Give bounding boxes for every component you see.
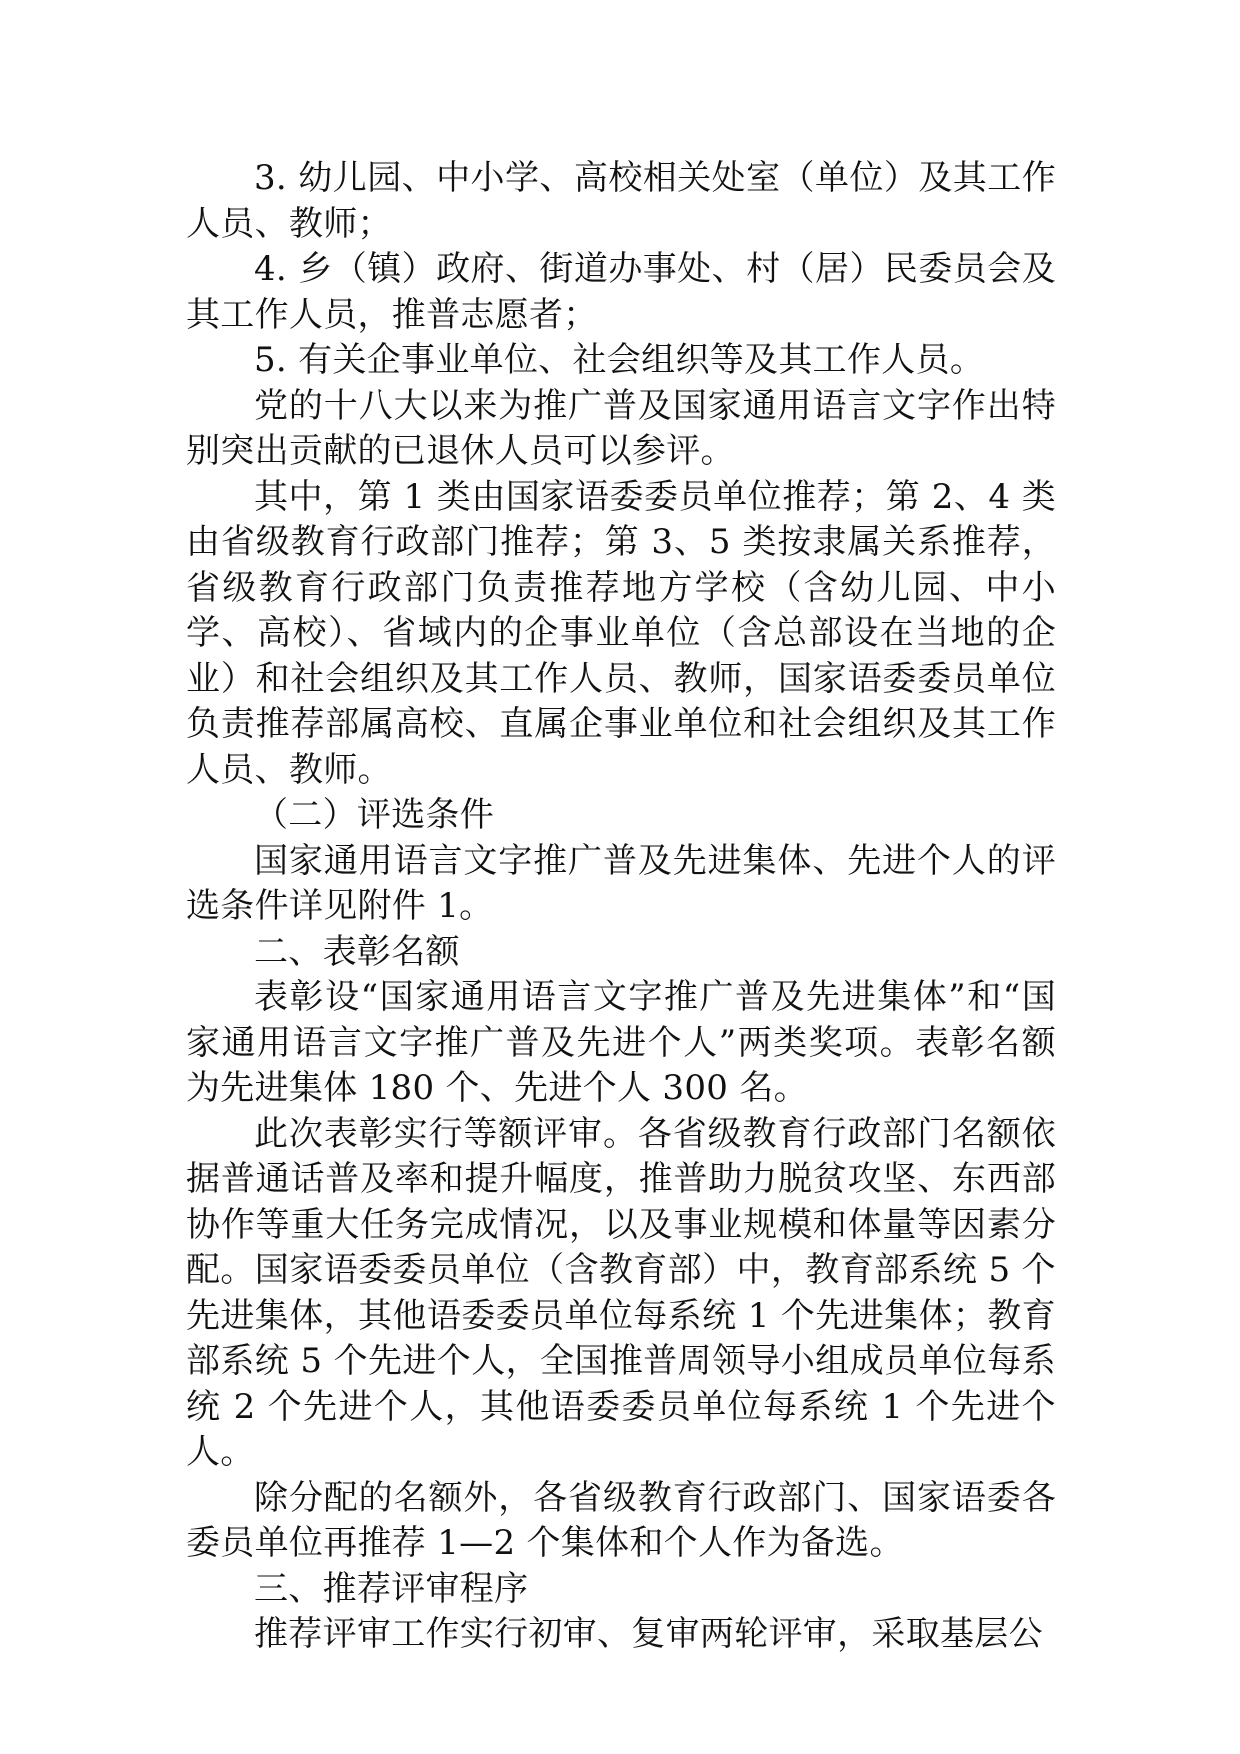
document-body [186, 156, 1056, 1658]
section-heading-award-quota: 二、表彰名额 [254, 931, 460, 972]
paragraph-quota-allocation: 此次表彰实行等额评审。各省级教育行政部门名额依据普通话普及率和提升幅度，推普助力脱贫攻坚、东西部协作等重大任务完成情况，以及事业规模和体量等因素分配。国家语委委员单位（含教育部）中，教育部系统 5 个先进集体，其他语委委员单位每系统 1 个先进集体；教育部系统 5 个先进个人，全国推普周领导小组成员单位每系统 2 个先进个人，其他语委委员单位每系统 1 个先进个人。 [186, 1113, 1056, 1472]
paragraph-selection-criteria: 国家通用语言文字推广普及先进集体、先进个人的评选条件详见附件 1。 [186, 840, 1056, 926]
section-heading-review-procedure: 三、推荐评审程序 [254, 1568, 529, 1609]
paragraph-retired-eligibility: 党的十八大以来为推广普及国家通用语言文字作出特别突出贡献的已退休人员可以参评。 [186, 385, 1056, 471]
paragraph-award-types: 表彰设“国家通用语言文字推广普及先进集体”和“国家通用语言文字推广普及先进个人”两类奖项。表彰名额为先进集体 180 个、先进个人 300 名。 [186, 977, 1056, 1108]
paragraph-category-3: 3. 幼儿园、中小学、高校相关处室（单位）及其工作人员、教师； [186, 158, 1056, 244]
paragraph-review-procedure: 推荐评审工作实行初审、复审两轮评审，采取基层公 [254, 1614, 1043, 1654]
paragraph-category-5: 5. 有关企事业单位、社会组织等及其工作人员。 [254, 340, 985, 380]
paragraph-category-4: 4. 乡（镇）政府、街道办事处、村（居）民委员会及其工作人员，推普志愿者； [186, 249, 1056, 335]
paragraph-recommendation-rules: 其中，第 1 类由国家语委委员单位推荐；第 2、4 类由省级教育行政部门推荐；第 3、5 类按隶属关系推荐，省级教育行政部门负责推荐地方学校（含幼儿园、中小学、高校）、省域内的企事业单位（含总部设在当地的企业）和社会组织及其工作人员、教师，国家语委委员单位负责推荐部属高校、直属企事业单位和社会组织及其工作人员、教师。 [186, 476, 1056, 790]
section-heading-selection-criteria: （二）评选条件 [254, 795, 495, 835]
paragraph-alternates: 除分配的名额外，各省级教育行政部门、国家语委各委员单位再推荐 1—2 个集体和个人作为备选。 [186, 1477, 1056, 1563]
